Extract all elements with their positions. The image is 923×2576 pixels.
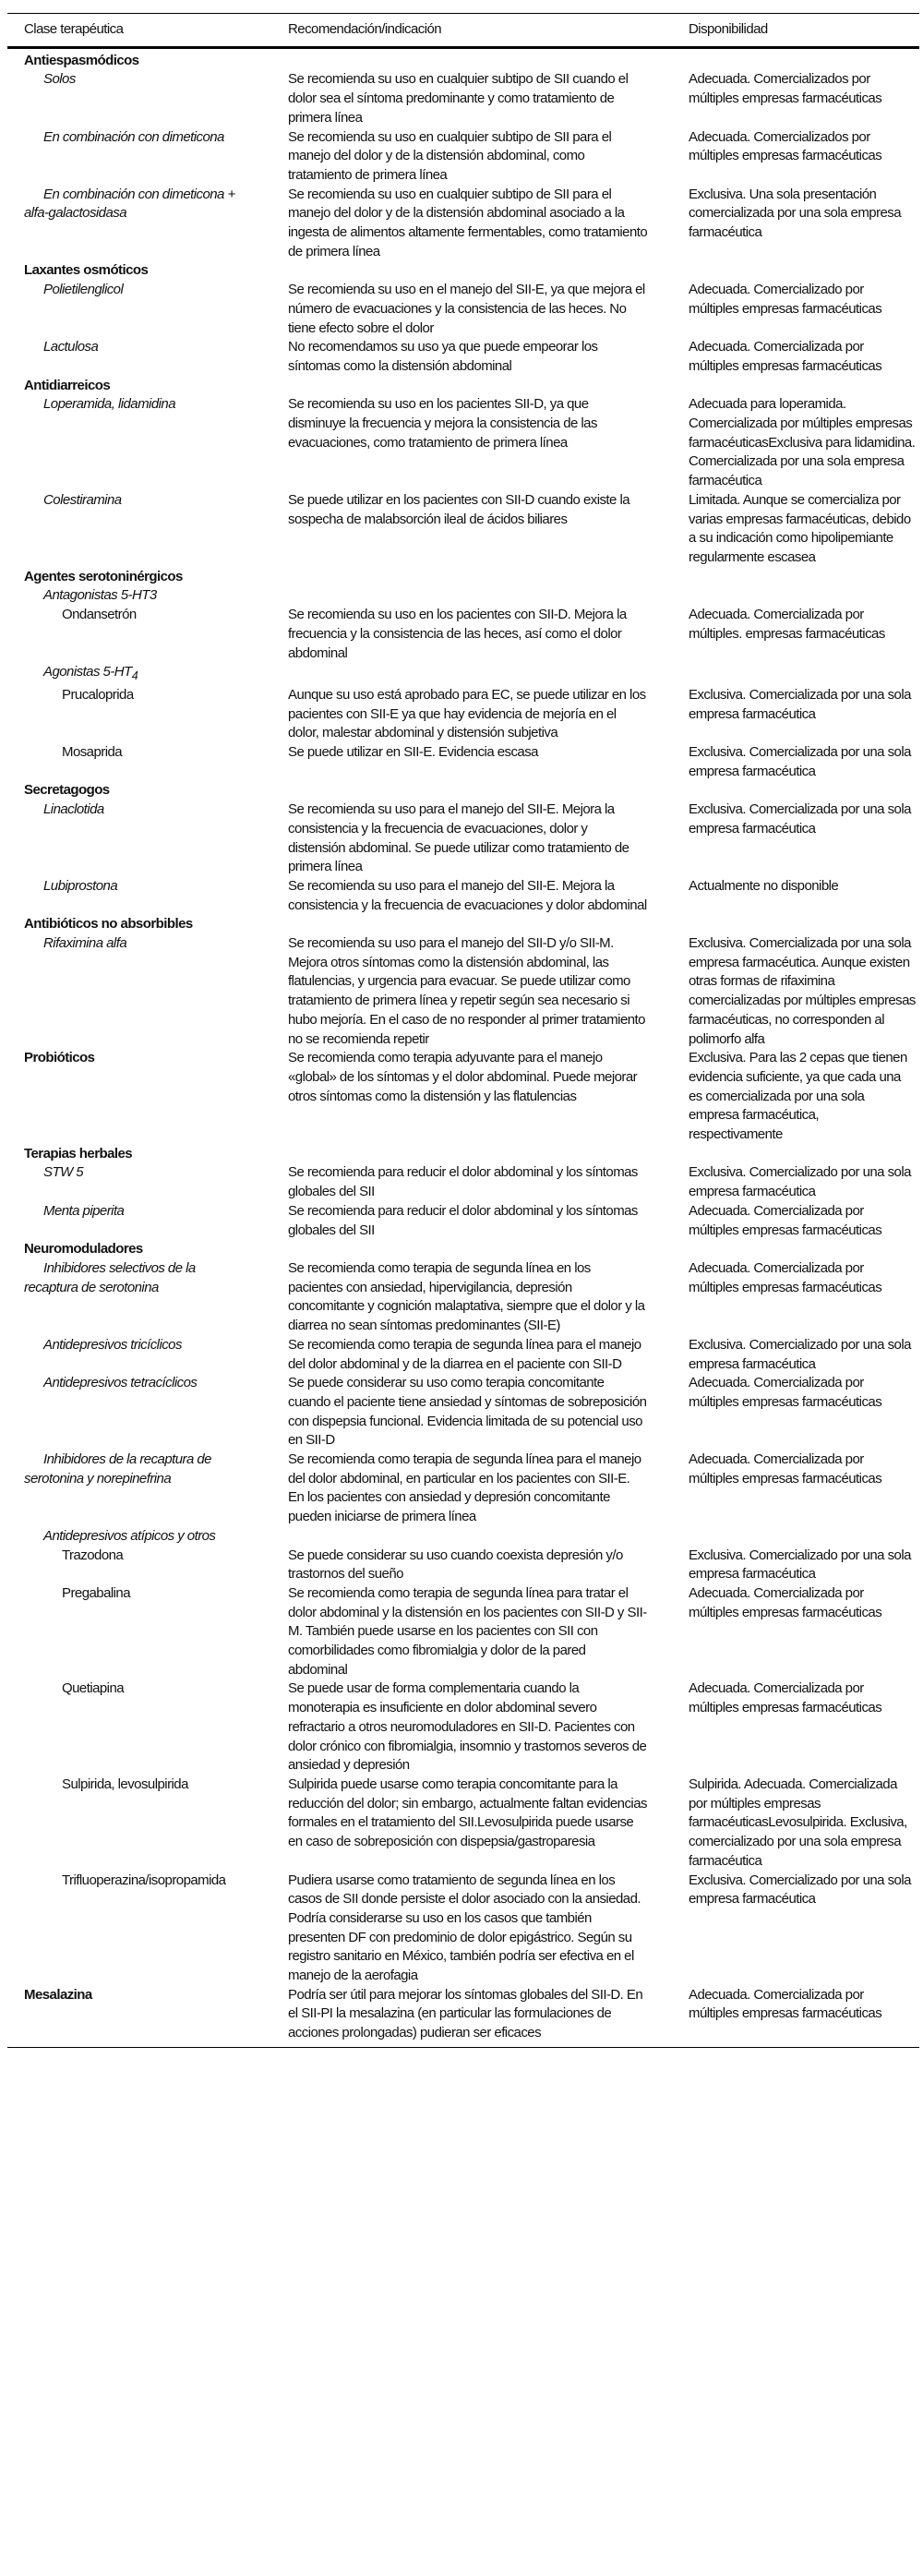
recommendation-cell bbox=[288, 586, 689, 606]
drug-name-text: Prucaloprida bbox=[62, 686, 134, 703]
drug-name-text: Probióticos bbox=[24, 1050, 95, 1066]
availability-cell: Adecuada. Comercializada por múltiples empresas farmacéuticas bbox=[689, 1986, 882, 2022]
category-row bbox=[7, 915, 919, 934]
category-row bbox=[7, 1986, 919, 2043]
drug-name bbox=[7, 586, 288, 606]
drug-name bbox=[7, 491, 288, 568]
availability-cell: Adecuada. Comercializada por múltiples. empresas farmacéuticas bbox=[689, 607, 885, 642]
table-row bbox=[7, 606, 919, 663]
drug-name-text: Terapias herbales bbox=[24, 1145, 133, 1162]
recommendation-cell: Se recomienda su uso para el manejo del SII-E. Mejora la consistencia y la frecuencia de evacuaciones y dolor abdominal bbox=[288, 877, 647, 913]
drug-name bbox=[7, 934, 288, 1049]
drug-name-text: Lactulosa bbox=[43, 339, 99, 355]
drug-name-text: Pregabalina bbox=[62, 1584, 131, 1601]
therapy-table-container bbox=[7, 13, 919, 2048]
drug-name-text: Solos bbox=[43, 71, 76, 88]
drug-name-text: Rifaximina alfa bbox=[43, 935, 127, 952]
availability-cell bbox=[689, 1240, 919, 1259]
drug-name bbox=[7, 1776, 288, 1872]
table-row bbox=[7, 186, 919, 262]
availability-cell bbox=[689, 663, 919, 686]
drug-name-text: Laxantes osmóticos bbox=[24, 262, 149, 279]
category-row bbox=[7, 47, 919, 70]
header-therapeutic-class: Clase terapéutica bbox=[24, 21, 124, 37]
availability-cell bbox=[689, 1527, 919, 1547]
recommendation-cell bbox=[288, 568, 689, 587]
table-row bbox=[7, 1202, 919, 1240]
recommendation-cell: Se recomienda como terapia de segunda línea para tratar el dolor abdominal y la distensión en los pacientes con SII-D y SII-M. También puede usarse en los pacientes con SII con comorbilidades como fibromialgia y dolor de la pared abdominal bbox=[288, 1584, 647, 1678]
header-recommendation: Recomendación/indicación bbox=[288, 21, 442, 37]
table-bottom-rule bbox=[7, 2047, 919, 2048]
drug-name-text: Inhibidores de la recaptura de serotonina y norepinefrina bbox=[24, 1451, 211, 1487]
recommendation-cell: Se puede considerar su uso cuando coexista depresión y/o trastornos del sueño bbox=[288, 1547, 623, 1583]
drug-name-text: Antagonistas 5-HT3 bbox=[43, 587, 157, 604]
availability-cell: Exclusiva. Comercializado por una sola empresa farmacéutica bbox=[689, 1164, 911, 1200]
recommendation-cell bbox=[288, 1240, 689, 1259]
availability-cell: Adecuada. Comercializados por múltiples empresas farmacéuticas bbox=[689, 128, 882, 164]
drug-name bbox=[7, 1547, 288, 1584]
drug-name-text: Antidepresivos tricíclicos bbox=[43, 1336, 182, 1353]
recommendation-cell: Aunque su uso está aprobado para EC, se puede utilizar en los pacientes con SII-E ya que hay evidencia de mejoría en el dolor, malestar abdominal y distensión subjetiva bbox=[288, 686, 646, 741]
availability-cell: Adecuada. Comercializada por múltiples empresas farmacéuticas bbox=[689, 1680, 882, 1716]
category-name bbox=[7, 781, 288, 800]
drug-name bbox=[7, 1163, 288, 1201]
drug-name-text: Agentes serotoninérgicos bbox=[24, 568, 183, 584]
drug-name bbox=[7, 877, 288, 915]
category-name bbox=[7, 47, 288, 70]
table-body bbox=[7, 47, 919, 2043]
drug-name bbox=[7, 1527, 288, 1547]
recommendation-cell: Sulpirida puede usarse como terapia concomitante para la reducción del dolor; sin embargo, actualmente faltan evidencias formales en el tratamiento del SII.Levosulpirida puede usarse en caso de sobreposición con dispepsia/gastroparesia bbox=[288, 1776, 647, 1850]
recommendation-cell: Se puede usar de forma complementaria cuando la monoterapia es insuficiente en dolor abdominal severo refractario a otros neuromoduladores en SII-D. Pacientes con dolor crónico con fibromialgia, insomnio y trastornos severos de ansiedad y depresión bbox=[288, 1680, 647, 1774]
recommendation-cell: Se recomienda para reducir el dolor abdominal y los síntomas globales del SII bbox=[288, 1202, 638, 1238]
drug-name-text: Antidepresivos tetracíclicos bbox=[43, 1375, 198, 1391]
table-row bbox=[7, 663, 919, 686]
recommendation-cell: Se recomienda para reducir el dolor abdominal y los síntomas globales del SII bbox=[288, 1164, 638, 1200]
drug-name-text: En combinación con dimeticona bbox=[43, 128, 224, 145]
recommendation-cell: Se recomienda su uso en cualquier subtipo de SII para el manejo del dolor y de la distensión abdominal asociado a la ingesta de alimentos altamente fermentables, como tratamiento de primera línea bbox=[288, 186, 648, 259]
table-row bbox=[7, 338, 919, 376]
recommendation-cell: Se recomienda su uso en cualquier subtipo de SII para el manejo del dolor y de la distensión abdominal, como tratamiento de primera línea bbox=[288, 128, 612, 183]
category-name bbox=[7, 915, 288, 934]
recommendation-cell: No recomendamos su uso ya que puede empeorar los síntomas como la distensión abdominal bbox=[288, 339, 598, 374]
drug-name-text: Mesalazina bbox=[24, 1986, 92, 2003]
availability-cell: Adecuada. Comercializada por múltiples empresas farmacéuticas bbox=[689, 339, 882, 374]
availability-cell: Exclusiva. Comercializado por una sola empresa farmacéutica bbox=[689, 1547, 911, 1583]
table-row bbox=[7, 800, 919, 877]
recommendation-cell: Se recomienda su uso para el manejo del SII-E. Mejora la consistencia y la frecuencia de evacuaciones, dolor y distensión abdominal. Se puede utilizar como tratamiento de primera línea bbox=[288, 801, 629, 875]
recommendation-cell bbox=[288, 1527, 689, 1547]
drug-name-text: Antidiarreicos bbox=[24, 377, 111, 393]
availability-cell: Exclusiva. Para las 2 cepas que tienen evidencia suficiente, ya que cada una es comercializada por una sola empresa farmacéutica, respectivamente bbox=[689, 1050, 907, 1143]
table-row bbox=[7, 877, 919, 915]
availability-cell bbox=[689, 47, 919, 70]
drug-name-text: Antibióticos no absorbibles bbox=[24, 916, 193, 933]
availability-cell: Adecuada. Comercializada por múltiples empresas farmacéuticas bbox=[689, 1202, 882, 1238]
availability-cell bbox=[689, 781, 919, 800]
category-row bbox=[7, 1145, 919, 1164]
category-name bbox=[7, 1145, 288, 1164]
drug-name-text: Trazodona bbox=[62, 1547, 124, 1563]
table-row bbox=[7, 1584, 919, 1680]
subscript: 4 bbox=[131, 669, 138, 683]
drug-name-text: Polietilenglicol bbox=[43, 282, 124, 298]
drug-name-text: Trifluoperazina/isopropamida bbox=[62, 1872, 226, 1888]
table-row bbox=[7, 686, 919, 743]
drug-name-text: STW 5 bbox=[43, 1164, 84, 1181]
recommendation-cell: Se recomienda como terapia de segunda línea en los pacientes con ansiedad, hipervigilancia, depresión concomitante y cognición malaptativa, siempre que el dolor y la diarrea no sean síntomas predominantes (SII-E) bbox=[288, 1260, 645, 1334]
recommendation-cell bbox=[288, 1145, 689, 1164]
drug-name bbox=[7, 743, 288, 781]
category-name bbox=[7, 1986, 288, 2043]
table-row bbox=[7, 128, 919, 186]
availability-cell: Exclusiva. Comercializado por una sola empresa farmacéutica bbox=[689, 1336, 911, 1372]
drug-name-text: Mosaprida bbox=[62, 744, 123, 761]
drug-name-text: Neuromoduladores bbox=[24, 1241, 143, 1258]
availability-cell: Adecuada. Comercializada por múltiples empresas farmacéuticas bbox=[689, 1375, 882, 1410]
recommendation-cell bbox=[288, 47, 689, 70]
drug-name-text: Secretagogos bbox=[24, 782, 110, 799]
category-row bbox=[7, 1049, 919, 1145]
table-row bbox=[7, 395, 919, 491]
availability-cell: Limitada. Aunque se comercializa por varias empresas farmacéuticas, debido a su indicación como hipolipemiante regularmente escasea bbox=[689, 491, 911, 565]
table-row bbox=[7, 743, 919, 781]
availability-cell: Actualmente no disponible bbox=[689, 877, 839, 894]
availability-cell: Adecuada. Comercializada por múltiples empresas farmacéuticas bbox=[689, 1451, 882, 1487]
drug-name bbox=[7, 1374, 288, 1451]
recommendation-cell: Se puede considerar su uso como terapia concomitante cuando el paciente tiene ansiedad y síntomas de sobreposición con dispepsia funcional. Evidencia limitada de su potencial uso en SII-D bbox=[288, 1375, 647, 1449]
drug-name bbox=[7, 800, 288, 877]
table-row bbox=[7, 1776, 919, 1872]
drug-name bbox=[7, 1202, 288, 1240]
recommendation-cell bbox=[288, 781, 689, 800]
recommendation-cell bbox=[288, 663, 689, 686]
availability-cell: Adecuada. Comercializada por múltiples empresas farmacéuticas bbox=[689, 1584, 882, 1620]
drug-name-text: Agonistas 5-HT bbox=[43, 664, 132, 680]
recommendation-cell bbox=[288, 915, 689, 934]
drug-name bbox=[7, 70, 288, 127]
recommendation-cell: Pudiera usarse como tratamiento de segunda línea en los casos de SII donde persiste el dolor asociado con la ansiedad. Podría considerarse su uso en los casos que también presenten DF con predominio de dolor epigástrico. Según su registro sanitario en México, también podría ser efectiva en el manejo de la aerofagia bbox=[288, 1872, 641, 1984]
drug-name bbox=[7, 663, 288, 686]
drug-name-text: Linaclotida bbox=[43, 801, 104, 818]
category-row bbox=[7, 568, 919, 587]
drug-name bbox=[7, 338, 288, 376]
drug-name bbox=[7, 1679, 288, 1776]
category-name bbox=[7, 1240, 288, 1259]
drug-name-text: Loperamida, lidamidina bbox=[43, 396, 175, 413]
availability-cell: Exclusiva. Comercializada por una sola empresa farmacéutica. Aunque existen otras formas de rifaximina comercializadas por múltiples empresas farmacéuticas, no corresponden al polimorfo alfa bbox=[689, 935, 916, 1047]
drug-name-text: Antidepresivos atípicos y otros bbox=[43, 1527, 216, 1544]
drug-name bbox=[7, 395, 288, 491]
table-row bbox=[7, 1527, 919, 1547]
table-row bbox=[7, 1374, 919, 1451]
recommendation-cell: Se recomienda como terapia de segunda línea para el manejo del dolor abdominal, en particular en los pacientes con SII-E. En los pacientes con ansiedad y depresión concomitante pueden iniciarse de primera línea bbox=[288, 1451, 641, 1525]
category-name bbox=[7, 1049, 288, 1145]
recommendation-cell: Podría ser útil para mejorar los síntomas globales del SII-D. En el SII-PI la mesalazina (en particular las formulaciones de acciones prolongadas) pudieran ser eficaces bbox=[288, 1986, 643, 2041]
availability-cell bbox=[689, 1145, 919, 1164]
table-row bbox=[7, 934, 919, 1049]
recommendation-cell: Se recomienda su uso para el manejo del SII-D y/o SII-M. Mejora otros síntomas como la distensión abdominal, las flatulencias, y urgencia para evacuar. Se puede utilizar como tratamiento de primera línea y repetir según sea necesario si hubo mejoría. En el caso de no responder al primer tratamiento no se recomienda repetir bbox=[288, 935, 645, 1047]
drug-name bbox=[7, 1451, 288, 1527]
table-row bbox=[7, 586, 919, 606]
drug-name-text: Quetiapina bbox=[62, 1680, 125, 1697]
drug-name-text: Antiespasmódicos bbox=[24, 52, 139, 68]
availability-cell: Exclusiva. Una sola presentación comercializada por una sola empresa farmacéutica bbox=[689, 186, 902, 241]
drug-name-text: Lubiprostona bbox=[43, 877, 118, 894]
table-row bbox=[7, 1163, 919, 1201]
recommendation-cell bbox=[288, 377, 689, 396]
availability-cell: Exclusiva. Comercializado por una sola empresa farmacéutica bbox=[689, 1872, 911, 1908]
table-row bbox=[7, 1336, 919, 1374]
drug-name bbox=[7, 281, 288, 338]
table-row bbox=[7, 1547, 919, 1584]
header-availability: Disponibilidad bbox=[689, 21, 768, 37]
category-row bbox=[7, 261, 919, 281]
availability-cell: Sulpirida. Adecuada. Comercializada por múltiples empresas farmacéuticasLevosulpirida. Exclusiva, comercializado por una sola empresa farmacéutica bbox=[689, 1776, 907, 1869]
availability-cell bbox=[689, 586, 919, 606]
recommendation-cell: Se recomienda su uso en los pacientes con SII-D. Mejora la frecuencia y la consistencia de las heces, así como el dolor abdominal bbox=[288, 607, 627, 661]
recommendation-cell: Se recomienda su uso en los pacientes SII-D, ya que disminuye la frecuencia y mejora la consistencia de las evacuaciones, como tratamiento de primera línea bbox=[288, 396, 597, 451]
table-row bbox=[7, 1872, 919, 1986]
table-row bbox=[7, 1259, 919, 1336]
availability-cell: Adecuada para loperamida. Comercializada por múltiples empresas farmacéuticasExclusiva para lidamidina. Comercializada por una sola empresa farmacéutica bbox=[689, 396, 916, 489]
drug-name-text: Colestiramina bbox=[43, 491, 122, 508]
table-row bbox=[7, 281, 919, 338]
drug-name bbox=[7, 1336, 288, 1374]
table-row bbox=[7, 491, 919, 568]
table-header bbox=[7, 14, 919, 47]
category-row bbox=[7, 781, 919, 800]
drug-name bbox=[7, 1872, 288, 1986]
category-name bbox=[7, 261, 288, 281]
category-name bbox=[7, 568, 288, 587]
recommendation-cell: Se recomienda como terapia adyuvante para el manejo «global» de los síntomas y el dolor abdominal. Puede mejorar otros síntomas como la distensión y las flatulencias bbox=[288, 1050, 638, 1104]
table-row bbox=[7, 1679, 919, 1776]
recommendation-cell: Se recomienda su uso en el manejo del SII-E, ya que mejora el número de evacuaciones y la consistencia de las heces. No tiene efecto sobre el dolor bbox=[288, 282, 645, 336]
category-row bbox=[7, 377, 919, 396]
drug-name bbox=[7, 128, 288, 186]
availability-cell: Adecuada. Comercializada por múltiples empresas farmacéuticas bbox=[689, 1260, 882, 1295]
category-name bbox=[7, 377, 288, 396]
availability-cell: Exclusiva. Comercializada por una sola empresa farmacéutica bbox=[689, 686, 911, 722]
drug-name bbox=[7, 1259, 288, 1336]
availability-cell bbox=[689, 915, 919, 934]
availability-cell: Exclusiva. Comercializada por una sola empresa farmacéutica bbox=[689, 744, 911, 779]
drug-name bbox=[7, 686, 288, 743]
drug-name bbox=[7, 1584, 288, 1680]
drug-name-text: Ondansetrón bbox=[62, 607, 137, 623]
availability-cell bbox=[689, 261, 919, 281]
recommendation-cell bbox=[288, 261, 689, 281]
drug-name bbox=[7, 186, 288, 262]
table-row bbox=[7, 1451, 919, 1527]
availability-cell: Adecuada. Comercializados por múltiples empresas farmacéuticas bbox=[689, 71, 882, 107]
recommendation-cell: Se puede utilizar en SII-E. Evidencia escasa bbox=[288, 744, 538, 761]
availability-cell bbox=[689, 568, 919, 587]
drug-name-text: Menta piperita bbox=[43, 1202, 125, 1219]
drug-name-text: Sulpirida, levosulpirida bbox=[62, 1776, 188, 1792]
drug-name-text: En combinación con dimeticona + alfa-galactosidasa bbox=[24, 186, 235, 222]
availability-cell bbox=[689, 377, 919, 396]
recommendation-cell: Se recomienda su uso en cualquier subtipo de SII cuando el dolor sea el síntoma predominante y como tratamiento de primera línea bbox=[288, 71, 629, 126]
category-row bbox=[7, 1240, 919, 1259]
recommendation-cell: Se recomienda como terapia de segunda línea para el manejo del dolor abdominal y de la diarrea en el paciente con SII-D bbox=[288, 1336, 641, 1372]
header-row bbox=[7, 14, 919, 47]
availability-cell: Exclusiva. Comercializada por una sola empresa farmacéutica bbox=[689, 801, 911, 837]
table-row bbox=[7, 70, 919, 127]
recommendation-cell: Se puede utilizar en los pacientes con SII-D cuando existe la sospecha de malabsorción ileal de ácidos biliares bbox=[288, 491, 630, 527]
drug-name-text: Inhibidores selectivos de la recaptura de serotonina bbox=[24, 1260, 196, 1295]
availability-cell: Adecuada. Comercializado por múltiples empresas farmacéuticas bbox=[689, 282, 882, 317]
drug-name bbox=[7, 606, 288, 663]
therapy-table bbox=[7, 14, 919, 2043]
